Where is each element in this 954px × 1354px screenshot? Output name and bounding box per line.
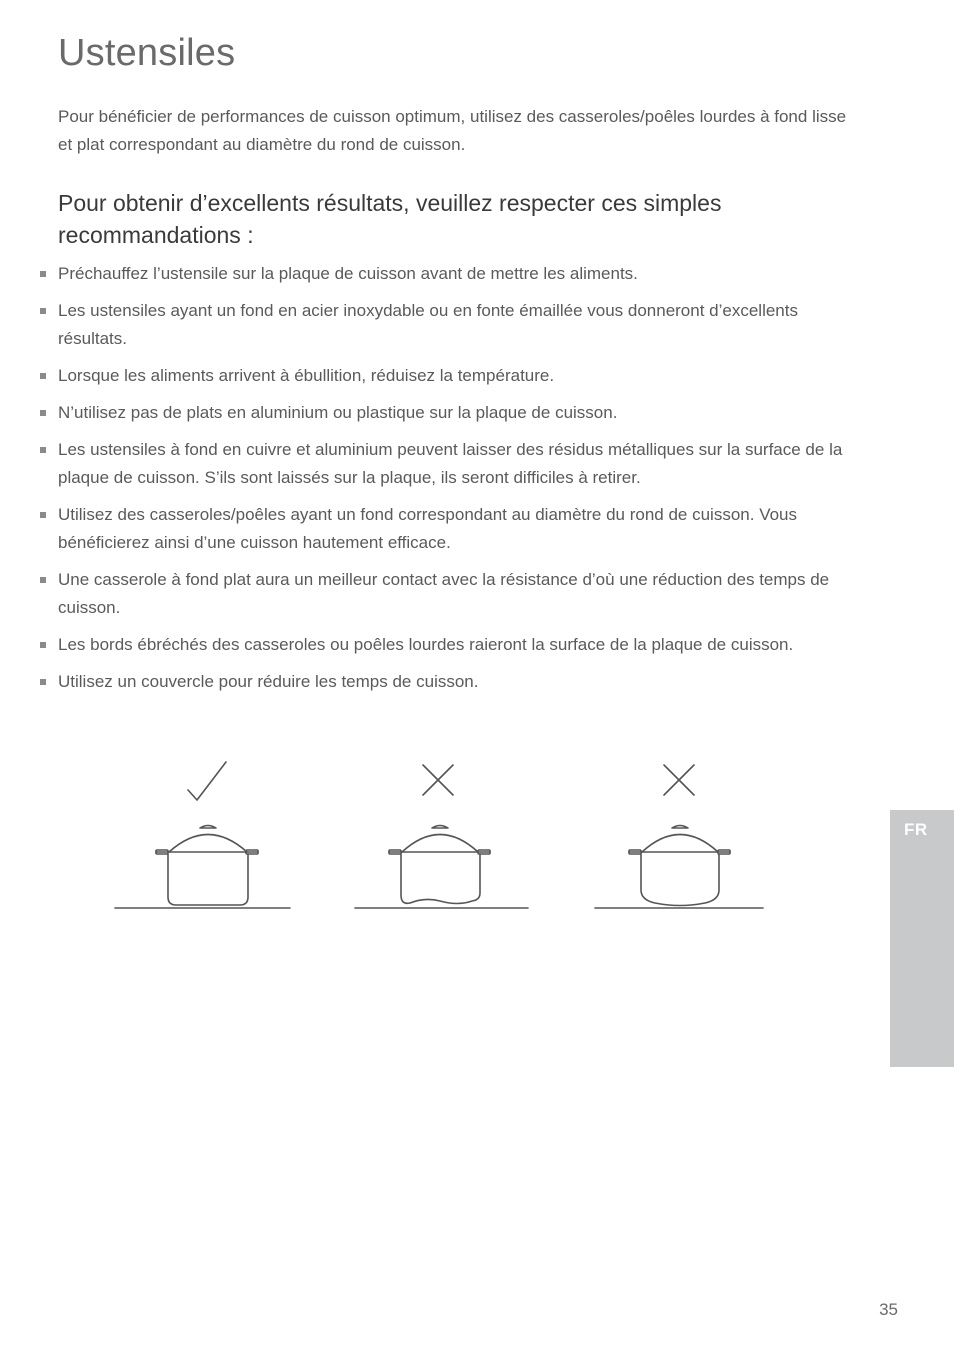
list-item-text: Les ustensiles à fond en cuivre et aluminium peuvent laisser des résidus métalliques sur la surface de la plaque de cuisson. S’ils sont laissés sur la plaque, ils seront difficiles à retirer. bbox=[58, 440, 843, 487]
list-item bbox=[38, 501, 868, 557]
bullet-icon bbox=[40, 447, 46, 453]
list-item-text: Utilisez des casseroles/poêles ayant un fond correspondant au diamètre du rond de cuisson. Vous bénéficierez ainsi d’une cuisson hautement efficace. bbox=[58, 505, 798, 552]
bullet-icon bbox=[40, 577, 46, 583]
recommendations-heading: Pour obtenir d’excellents résultats, veuillez respecter ces simples recommandations : bbox=[58, 190, 722, 248]
cross-icon bbox=[423, 765, 453, 795]
checkmark-icon bbox=[188, 762, 226, 800]
pot-icon bbox=[389, 826, 490, 904]
recommendations-list bbox=[38, 260, 868, 705]
list-item-text: Les ustensiles ayant un fond en acier inoxydable ou en fonte émaillée vous donneront d’excellents résultats. bbox=[58, 301, 798, 348]
bullet-icon bbox=[40, 679, 46, 685]
page-number: 35 bbox=[879, 1300, 898, 1319]
language-tab-label: FR bbox=[904, 820, 928, 839]
list-item bbox=[38, 668, 868, 696]
list-item-text: Préchauffez l’ustensile sur la plaque de cuisson avant de mettre les aliments. bbox=[58, 264, 638, 283]
cookware-diagram bbox=[100, 745, 780, 925]
bullet-icon bbox=[40, 308, 46, 314]
list-item bbox=[38, 399, 868, 427]
list-item bbox=[38, 631, 868, 659]
list-item bbox=[38, 260, 868, 288]
pot-warped bbox=[355, 765, 528, 908]
list-item-text: Utilisez un couvercle pour réduire les temps de cuisson. bbox=[58, 672, 479, 691]
bullet-icon bbox=[40, 271, 46, 277]
bullet-icon bbox=[40, 642, 46, 648]
list-item bbox=[38, 362, 868, 390]
language-tab bbox=[890, 810, 954, 1067]
pot-rounded bbox=[595, 765, 763, 908]
list-item-text: Lorsque les aliments arrivent à ébullition, réduisez la température. bbox=[58, 366, 555, 385]
bullet-icon bbox=[40, 373, 46, 379]
pot-correct bbox=[115, 762, 290, 908]
list-item bbox=[38, 566, 868, 622]
bullet-icon bbox=[40, 512, 46, 518]
pot-icon bbox=[629, 826, 730, 906]
list-item bbox=[38, 297, 868, 353]
list-item-text: N’utilisez pas de plats en aluminium ou plastique sur la plaque de cuisson. bbox=[58, 403, 618, 422]
cross-icon bbox=[664, 765, 694, 795]
intro-paragraph: Pour bénéficier de performances de cuisson optimum, utilisez des casseroles/poêles lourdes à fond lisse et plat correspondant au diamètre du rond de cuisson. bbox=[58, 107, 847, 154]
list-item-text: Les bords ébréchés des casseroles ou poêles lourdes raieront la surface de la plaque de cuisson. bbox=[58, 635, 794, 654]
pot-icon bbox=[156, 826, 258, 906]
list-item-text: Une casserole à fond plat aura un meilleur contact avec la résistance d’où une réduction des temps de cuisson. bbox=[58, 570, 830, 617]
bullet-icon bbox=[40, 410, 46, 416]
page-title: Ustensiles bbox=[58, 32, 236, 74]
list-item bbox=[38, 436, 868, 492]
